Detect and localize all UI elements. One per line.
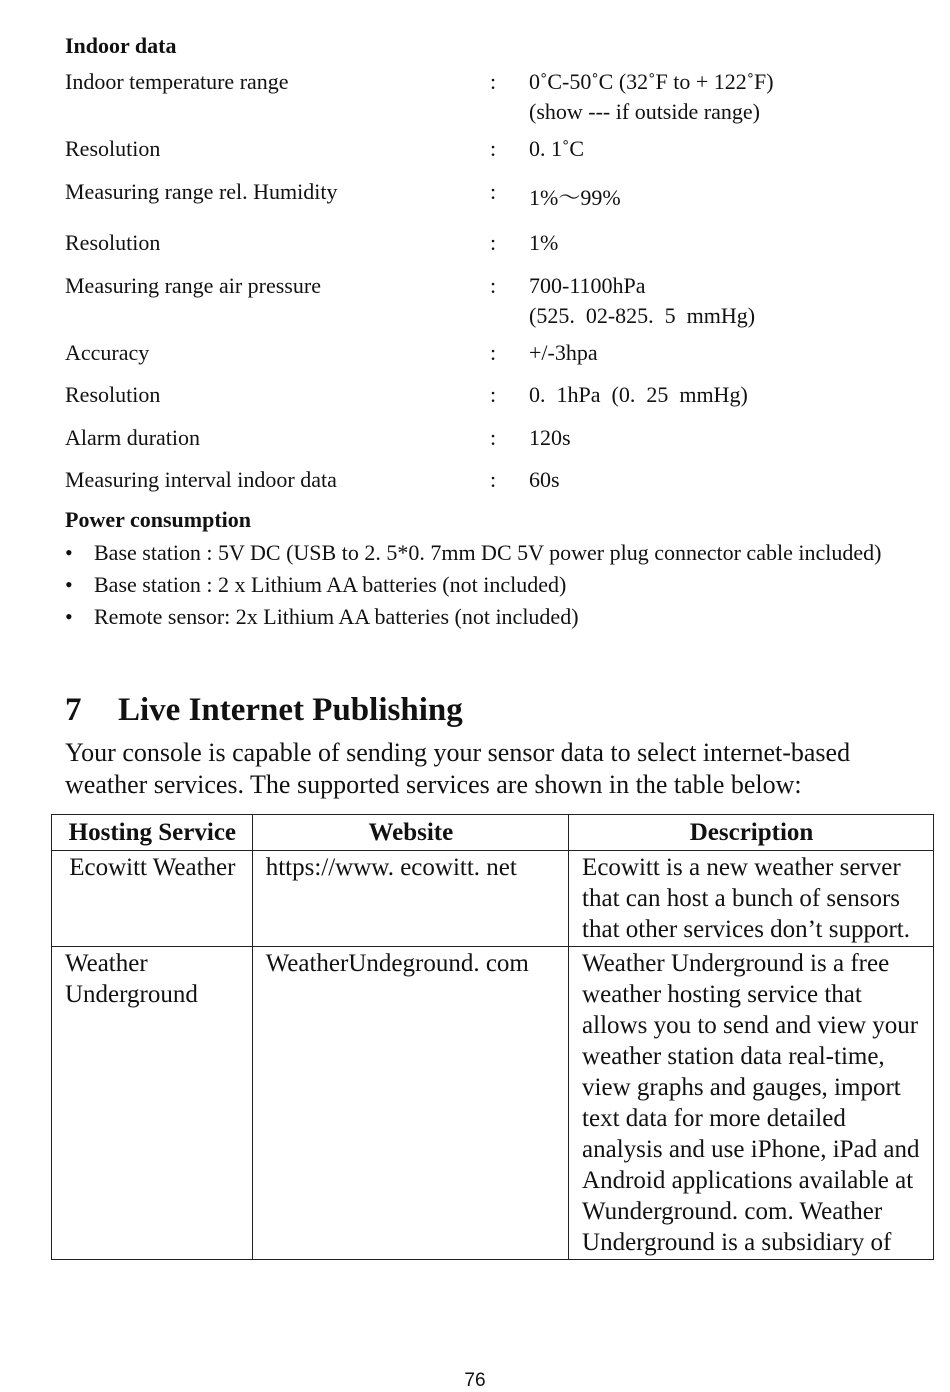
list-item [65,538,885,568]
spec-label: Measuring interval indoor data [65,467,337,492]
spec-value-line: +/-3hpa [529,340,598,365]
column-header-hosting-service: Hosting Service [52,815,253,851]
page-number: 76 [464,1370,486,1391]
spec-value-line: 0˚C-50˚C (32˚F to + 122˚F) [529,69,774,94]
column-header-website: Website [252,815,568,851]
list-item-text: Remote sensor: 2x Lithium AA batteries (not included) [94,604,579,629]
table-header-row [52,815,934,851]
description-cell: Weather Underground is a free weather hosting service that allows you to send and view your weather station data real-time, view graphs and gauges, import text data for more detailed analysis and use iPhone, iPad and Android applications available at Wunderground. com. Weather Underground is a subsidiary of [569,947,934,1260]
section-title [65,692,463,729]
spec-value-line: 1% [529,230,559,255]
spec-label: Resolution [65,230,161,255]
spec-label: Resolution [65,382,161,407]
spec-value-line: 0. 1˚C [529,136,584,161]
power-consumption-heading: Power consumption [65,507,251,532]
spec-colon: : [490,230,497,255]
website-link[interactable]: https://www. ecowitt. net [252,851,568,947]
spec-value-line: 0. 1hPa (0. 25 mmHg) [529,382,748,407]
spec-label: Measuring range rel. Humidity [65,179,338,204]
spec-colon: : [490,425,497,450]
spec-value-line: 60s [529,467,560,492]
table-row [52,851,934,947]
spec-colon: : [490,467,497,492]
bullet-icon: • [65,572,73,597]
spec-value [529,228,558,258]
description-cell: Ecowitt is a new weather server that can host a bunch of sensors that other services don’t support. [569,851,934,947]
spec-value [529,380,748,410]
spec-colon: : [490,136,497,161]
section-title-text: Live Internet Publishing [118,692,463,728]
spec-label: Measuring range air pressure [65,273,321,298]
spec-value-line: 1%～99% [529,185,621,210]
spec-colon: : [490,382,497,407]
service-name-cell: Ecowitt Weather [52,851,253,947]
spec-colon: : [490,69,497,94]
website-link[interactable]: WeatherUndeground. com [252,947,568,1260]
services-table [51,814,934,1260]
spec-value [529,423,571,453]
section-intro: Your console is capable of sending your sensor data to select internet-based weather services. The supported services are shown in the table below: [65,738,851,799]
bullet-icon: • [65,540,73,565]
spec-label: Indoor temperature range [65,69,289,94]
spec-value [529,183,621,213]
bullet-icon: • [65,604,73,629]
spec-value-line: (show --- if outside range) [529,99,760,124]
spec-value [529,134,584,164]
spec-value-line: 120s [529,425,571,450]
spec-colon: : [490,273,497,298]
spec-value [529,271,755,331]
column-header-description: Description [569,815,934,851]
spec-value [529,465,560,495]
list-item [65,602,885,632]
spec-label: Alarm duration [65,425,201,450]
indoor-data-heading: Indoor data [65,33,177,58]
spec-colon: : [490,179,497,204]
list-item-text: Base station : 5V DC (USB to 2. 5*0. 7mm DC 5V power plug connector cable included) [94,540,882,565]
table-row [52,947,934,1260]
service-name-cell: Weather Underground [52,947,253,1260]
spec-value-line: 700-1100hPa [529,273,646,298]
spec-value-line: (525. 02-825. 5 mmHg) [529,303,756,328]
list-item [65,570,885,600]
list-item-text: Base station : 2 x Lithium AA batteries (not included) [94,572,567,597]
spec-value [529,67,774,127]
section-number: 7 [65,692,82,728]
power-list [65,538,885,634]
spec-colon: : [490,340,497,365]
spec-value [529,338,598,368]
spec-label: Accuracy [65,340,150,365]
spec-label: Resolution [65,136,161,161]
